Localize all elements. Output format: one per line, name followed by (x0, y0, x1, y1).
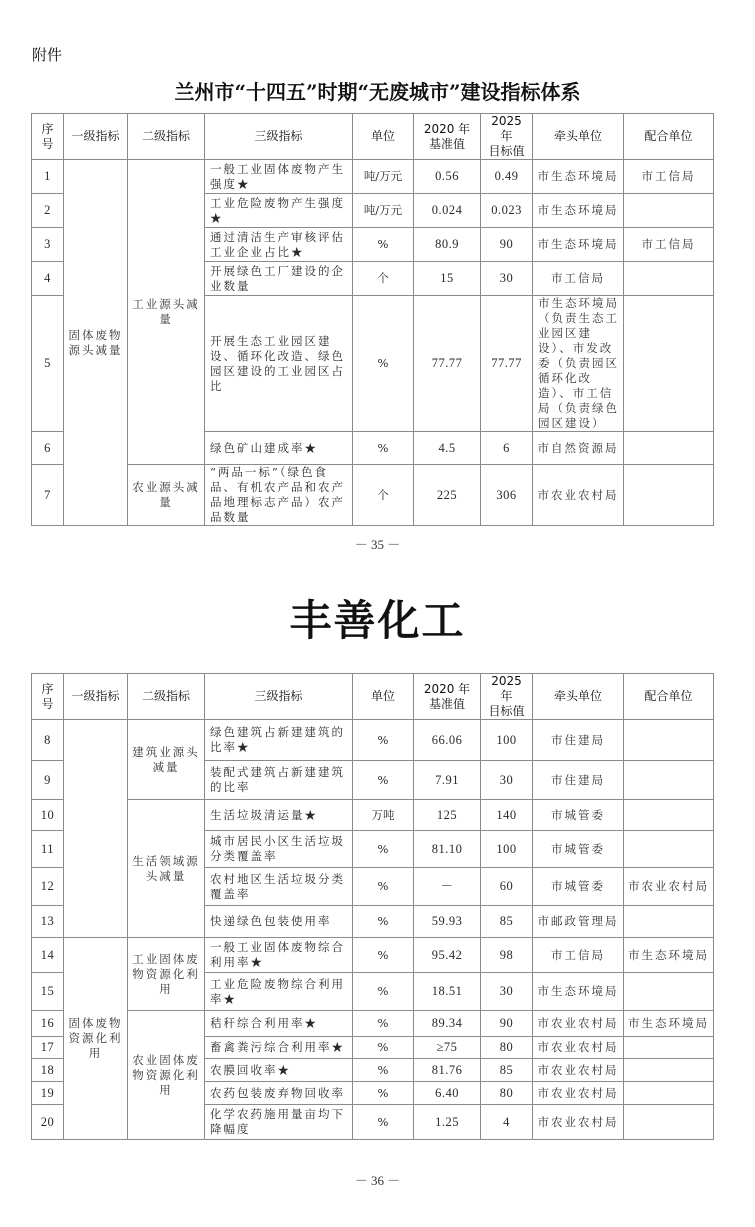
header-unit: 单位 (353, 114, 414, 160)
coop-cell (624, 465, 714, 526)
lead-cell: 市农业农村局 (533, 1011, 624, 1037)
header-level3: 三级指标 (205, 674, 353, 720)
unit-cell: % (353, 432, 414, 465)
unit-cell: % (353, 1059, 414, 1082)
unit-cell: % (353, 1082, 414, 1105)
coop-cell (624, 1037, 714, 1059)
target-cell: 306 (481, 465, 533, 526)
level3-cell: 生活垃圾清运量★ (205, 800, 353, 831)
level3-cell: 开展绿色工厂建设的企业数量 (205, 262, 353, 296)
coop-cell (624, 761, 714, 800)
target-cell: 100 (481, 831, 533, 868)
target-cell: 100 (481, 720, 533, 761)
unit-cell: % (353, 296, 414, 432)
coop-cell (624, 973, 714, 1011)
target-cell: 77.77 (481, 296, 533, 432)
seq-cell: 1 (32, 160, 64, 194)
target-cell: 60 (481, 868, 533, 906)
coop-cell: 市生态环境局 (624, 938, 714, 973)
lead-cell: 市农业农村局 (533, 1037, 624, 1059)
coop-cell (624, 194, 714, 228)
seq-cell: 5 (32, 296, 64, 432)
unit-cell: % (353, 720, 414, 761)
base-cell: － (414, 868, 481, 906)
target-cell: 0.023 (481, 194, 533, 228)
lead-cell: 市住建局 (533, 761, 624, 800)
seq-cell: 19 (32, 1082, 64, 1105)
level3-cell: “两品一标”（绿色食品、有机农产品和农产品地理标志产品）农产品数量 (205, 465, 353, 526)
coop-cell (624, 432, 714, 465)
target-cell: 4 (481, 1105, 533, 1140)
level3-cell: 农药包装废弃物回收率 (205, 1082, 353, 1105)
level3-cell: 秸秆综合利用率★ (205, 1011, 353, 1037)
level3-cell: 化学农药施用量亩均下降幅度 (205, 1105, 353, 1140)
lead-cell: 市农业农村局 (533, 1059, 624, 1082)
coop-cell: 市生态环境局 (624, 1011, 714, 1037)
seq-cell: 12 (32, 868, 64, 906)
base-cell: 80.9 (414, 228, 481, 262)
coop-cell (624, 1059, 714, 1082)
header-level3: 三级指标 (205, 114, 353, 160)
level2-cell: 工业固体废物资源化利用 (128, 938, 205, 1011)
level1-cell: 固体废物源头减量 (64, 160, 128, 526)
base-cell: ≥75 (414, 1037, 481, 1059)
target-cell: 0.49 (481, 160, 533, 194)
header-seq: 序 号 (32, 114, 64, 160)
seq-cell: 17 (32, 1037, 64, 1059)
level2-cell: 农业源头减量 (128, 465, 205, 526)
level1-cell (64, 720, 128, 938)
target-cell: 80 (481, 1082, 533, 1105)
unit-cell: 个 (353, 465, 414, 526)
header-unit: 单位 (353, 674, 414, 720)
base-cell: 18.51 (414, 973, 481, 1011)
target-cell: 85 (481, 1059, 533, 1082)
unit-cell: % (353, 761, 414, 800)
base-cell: 15 (414, 262, 481, 296)
target-cell: 85 (481, 906, 533, 938)
target-cell: 30 (481, 761, 533, 800)
header-coop: 配合单位 (624, 114, 714, 160)
lead-cell: 市生态环境局 (533, 228, 624, 262)
page-number: － 36 － (354, 1173, 401, 1188)
level3-cell: 一般工业固体废物产生强度★ (205, 160, 353, 194)
seq-cell: 8 (32, 720, 64, 761)
coop-cell (624, 296, 714, 432)
header-level2: 二级指标 (128, 114, 205, 160)
base-cell: 1.25 (414, 1105, 481, 1140)
unit-cell: % (353, 973, 414, 1011)
unit-cell: % (353, 1105, 414, 1140)
level3-cell: 城市居民小区生活垃圾分类覆盖率 (205, 831, 353, 868)
seq-cell: 14 (32, 938, 64, 973)
seq-cell: 2 (32, 194, 64, 228)
level3-cell: 装配式建筑占新建建筑的比率 (205, 761, 353, 800)
seq-cell: 6 (32, 432, 64, 465)
lead-cell: 市生态环境局 (533, 194, 624, 228)
coop-cell (624, 262, 714, 296)
coop-cell (624, 1105, 714, 1140)
seq-cell: 9 (32, 761, 64, 800)
base-cell: 6.40 (414, 1082, 481, 1105)
base-cell: 125 (414, 800, 481, 831)
level3-cell: 快递绿色包装使用率 (205, 906, 353, 938)
coop-cell (624, 1082, 714, 1105)
level2-cell: 农业固体废物资源化利用 (128, 1011, 205, 1140)
header-level1: 一级指标 (64, 674, 128, 720)
target-cell: 90 (481, 1011, 533, 1037)
coop-cell (624, 831, 714, 868)
coop-cell (624, 906, 714, 938)
coop-cell (624, 800, 714, 831)
seq-cell: 10 (32, 800, 64, 831)
coop-cell (624, 720, 714, 761)
level3-cell: 开展生态工业园区建设、循环化改造、绿色园区建设的工业园区占比 (205, 296, 353, 432)
unit-cell: 吨/万元 (353, 160, 414, 194)
lead-cell: 市生态环境局 (533, 160, 624, 194)
lead-cell: 市工信局 (533, 938, 624, 973)
level3-cell: 一般工业固体废物综合利用率★ (205, 938, 353, 973)
coop-cell: 市工信局 (624, 228, 714, 262)
lead-cell: 市工信局 (533, 262, 624, 296)
header-level1: 一级指标 (64, 114, 128, 160)
target-cell: 6 (481, 432, 533, 465)
base-cell: 77.77 (414, 296, 481, 432)
table-row (32, 465, 714, 526)
target-cell: 140 (481, 800, 533, 831)
header-seq: 序 号 (32, 674, 64, 720)
lead-cell: 市城管委 (533, 800, 624, 831)
seq-cell: 11 (32, 831, 64, 868)
unit-cell: 万吨 (353, 800, 414, 831)
base-cell: 225 (414, 465, 481, 526)
table-row (32, 1011, 714, 1037)
seq-cell: 13 (32, 906, 64, 938)
attachment-label: 附件 (32, 46, 63, 64)
base-cell: 7.91 (414, 761, 481, 800)
table-row (32, 160, 714, 194)
header-base-2020: 2020 年 基准值 (414, 114, 481, 160)
target-cell: 90 (481, 228, 533, 262)
lead-cell: 市农业农村局 (533, 1082, 624, 1105)
unit-cell: 个 (353, 262, 414, 296)
base-cell: 4.5 (414, 432, 481, 465)
lead-cell: 市生态环境局（负责生态工业园区建设）、市发改委（负责园区循环化改造）、市工信局（负责绿色园区建设） (533, 296, 624, 432)
level3-cell: 绿色矿山建成率★ (205, 432, 353, 465)
unit-cell: % (353, 831, 414, 868)
table-header-row (32, 674, 714, 720)
lead-cell: 市生态环境局 (533, 973, 624, 1011)
seq-cell: 20 (32, 1105, 64, 1140)
header-target-2025: 2025 年 目标值 (481, 674, 533, 720)
level3-cell: 畜禽粪污综合利用率★ (205, 1037, 353, 1059)
target-cell: 98 (481, 938, 533, 973)
level3-cell: 农村地区生活垃圾分类覆盖率 (205, 868, 353, 906)
lead-cell: 市农业农村局 (533, 1105, 624, 1140)
header-lead: 牵头单位 (533, 674, 624, 720)
target-cell: 80 (481, 1037, 533, 1059)
seq-cell: 7 (32, 465, 64, 526)
target-cell: 30 (481, 973, 533, 1011)
header-base-2020: 2020 年 基准值 (414, 674, 481, 720)
unit-cell: % (353, 228, 414, 262)
level3-cell: 工业危险废物综合利用率★ (205, 973, 353, 1011)
header-coop: 配合单位 (624, 674, 714, 720)
header-level2: 二级指标 (128, 674, 205, 720)
level1-cell: 固体废物资源化利用 (64, 938, 128, 1140)
table-row (32, 720, 714, 761)
unit-cell: 吨/万元 (353, 194, 414, 228)
level3-cell: 工业危险废物产生强度★ (205, 194, 353, 228)
level3-cell: 通过清洁生产审核评估工业企业占比★ (205, 228, 353, 262)
unit-cell: % (353, 1037, 414, 1059)
unit-cell: % (353, 938, 414, 973)
base-cell: 59.93 (414, 906, 481, 938)
table-row (32, 800, 714, 831)
level3-cell: 农膜回收率★ (205, 1059, 353, 1082)
lead-cell: 市城管委 (533, 831, 624, 868)
base-cell: 0.56 (414, 160, 481, 194)
indicator-table-page-36 (31, 673, 714, 1140)
seq-cell: 18 (32, 1059, 64, 1082)
header-lead: 牵头单位 (533, 114, 624, 160)
level3-cell: 绿色建筑占新建建筑的比率★ (205, 720, 353, 761)
base-cell: 95.42 (414, 938, 481, 973)
document-title: 兰州市“十四五”时期“无废城市”建设指标体系 (174, 80, 581, 104)
table-header-row (32, 114, 714, 160)
base-cell: 0.024 (414, 194, 481, 228)
seq-cell: 15 (32, 973, 64, 1011)
unit-cell: % (353, 868, 414, 906)
lead-cell: 市住建局 (533, 720, 624, 761)
base-cell: 89.34 (414, 1011, 481, 1037)
unit-cell: % (353, 1011, 414, 1037)
seq-cell: 4 (32, 262, 64, 296)
base-cell: 66.06 (414, 720, 481, 761)
lead-cell: 市农业农村局 (533, 465, 624, 526)
indicator-table-page-35 (31, 113, 714, 526)
lead-cell: 市城管委 (533, 868, 624, 906)
lead-cell: 市自然资源局 (533, 432, 624, 465)
target-cell: 30 (481, 262, 533, 296)
base-cell: 81.10 (414, 831, 481, 868)
coop-cell: 市工信局 (624, 160, 714, 194)
header-target-2025: 2025 年 目标值 (481, 114, 533, 160)
level2-cell: 生活领域源头减量 (128, 800, 205, 938)
lead-cell: 市邮政管理局 (533, 906, 624, 938)
coop-cell: 市农业农村局 (624, 868, 714, 906)
seq-cell: 3 (32, 228, 64, 262)
unit-cell: % (353, 906, 414, 938)
table-row (32, 938, 714, 973)
page-number: － 35 － (354, 537, 401, 552)
seq-cell: 16 (32, 1011, 64, 1037)
level2-cell: 工业源头减量 (128, 160, 205, 465)
watermark-logo-text: 丰善化工 (289, 596, 466, 645)
level2-cell: 建筑业源头减量 (128, 720, 205, 800)
base-cell: 81.76 (414, 1059, 481, 1082)
